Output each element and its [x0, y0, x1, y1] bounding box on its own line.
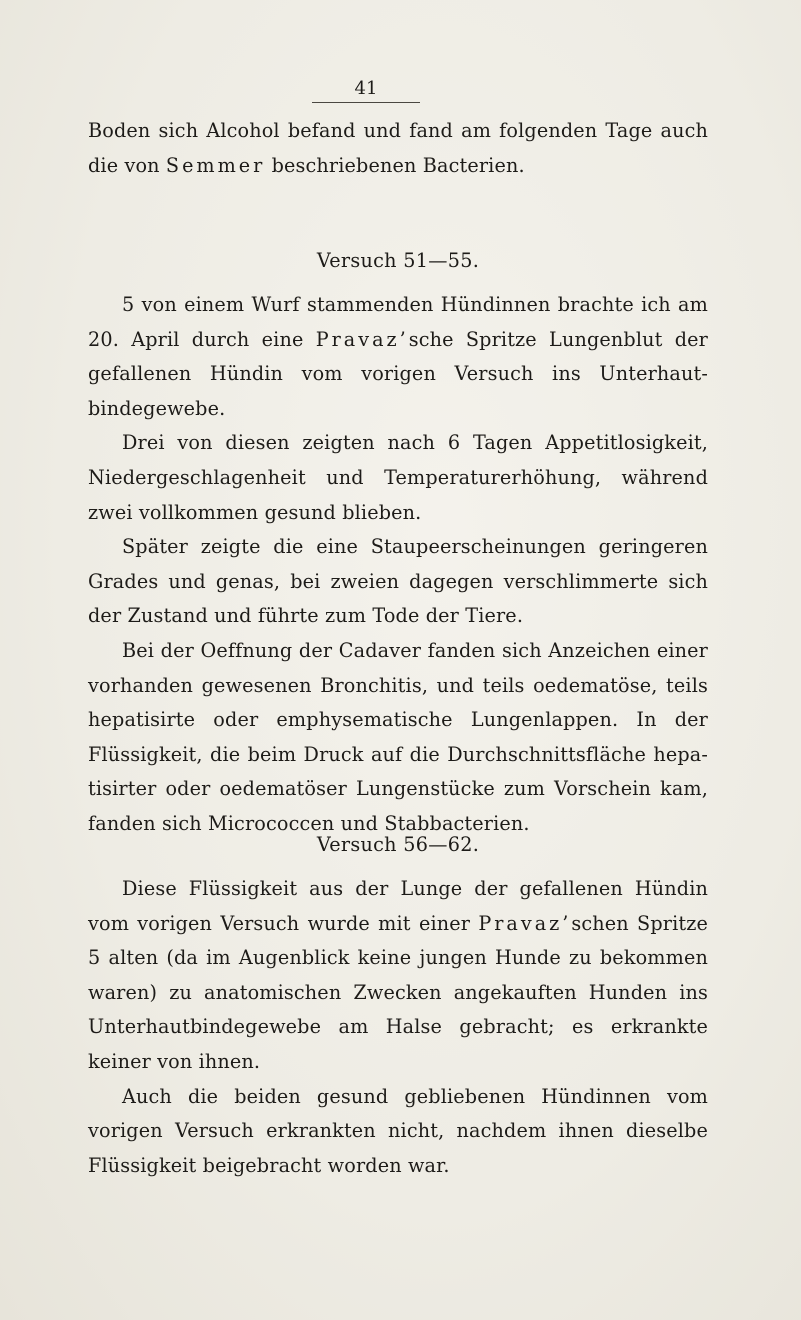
- s2-p1-end: schen Spritze 5 alten (da im Augenblick keine jungen Hunde zu bekommen waren) zu anatomischen Zwecken angekauften Hunden ins Unterhautbindegewebe am Halse gebracht; es erkrankte keiner von ihnen.: [88, 911, 709, 1073]
- intro-line-2-end: beschriebenen Bacterien.: [265, 153, 525, 177]
- s1-p1-start: 5 von einem Wurf stammenden Hündinnen brachte ich am 20. April durch eine: [88, 293, 708, 351]
- page-number-area: [312, 78, 420, 100]
- section-1-paragraph-3: Später zeigte die eine Staupeerscheinungen geringeren Grades und genas, bei zweien dagegen verschlimmerte sich der Zustand und führte zum Tode der Tiere.: [88, 535, 708, 628]
- intro-line-2-start: die von: [88, 153, 166, 177]
- section-2-paragraph-1: [88, 872, 708, 1080]
- name-pravaz-2: Pravaz’: [478, 911, 572, 935]
- intro-text: [88, 114, 708, 183]
- name-pravaz: Pravaz’: [315, 327, 409, 351]
- section-2-body: [88, 872, 708, 1183]
- author-name-semmer: Semmer: [165, 153, 266, 177]
- s2-p1-start: Diese Flüssigkeit aus der Lunge der gefallenen Hündin vom vorigen Versuch wurde mit einer: [88, 877, 708, 935]
- intro-paragraph: [88, 114, 708, 183]
- section-1-body: [88, 288, 708, 842]
- section-1-paragraph-2: Drei von diesen zeigten nach 6 Tagen Appetitlosigkeit, Niedergeschlagenheit und Temperaturerhöhung, während zwei vollkommen gesund blieben.: [88, 431, 708, 524]
- section-heading-versuch-56-62: Versuch 56—62.: [316, 833, 480, 856]
- s1-p1-end: sche Spritze Lungenblut der gefallenen Hündin vom vorigen Versuch ins Unterhaut-bindegewebe.: [88, 327, 708, 420]
- page-number: 41: [354, 78, 378, 99]
- section-1-paragraph-1: [88, 288, 708, 426]
- section-heading-versuch-51-55: Versuch 51—55.: [316, 249, 480, 272]
- page-number-rule: [312, 102, 420, 103]
- intro-line-1: Boden sich Alcohol befand und fand am folgenden Tage auch: [88, 119, 708, 142]
- section-2-paragraph-2: Auch die beiden gesund gebliebenen Hündinnen vom vorigen Versuch erkrankten nicht, nachdem ihnen dieselbe Flüssigkeit beigebracht worden war.: [88, 1084, 708, 1177]
- section-1-paragraph-4: Bei der Oeffnung der Cadaver fanden sich Anzeichen einer vorhanden gewesenen Bronchitis, und teils oedematöse, teils hepatisirte oder emphysematische Lungenlappen. In der Flüssigkeit, die beim Druck auf die Durchschnittsfläche hepa-tisirter oder oedematöser Lungenstücke zum Vorschein kam, fanden sich Micrococcen und Stabbacterien.: [88, 638, 708, 835]
